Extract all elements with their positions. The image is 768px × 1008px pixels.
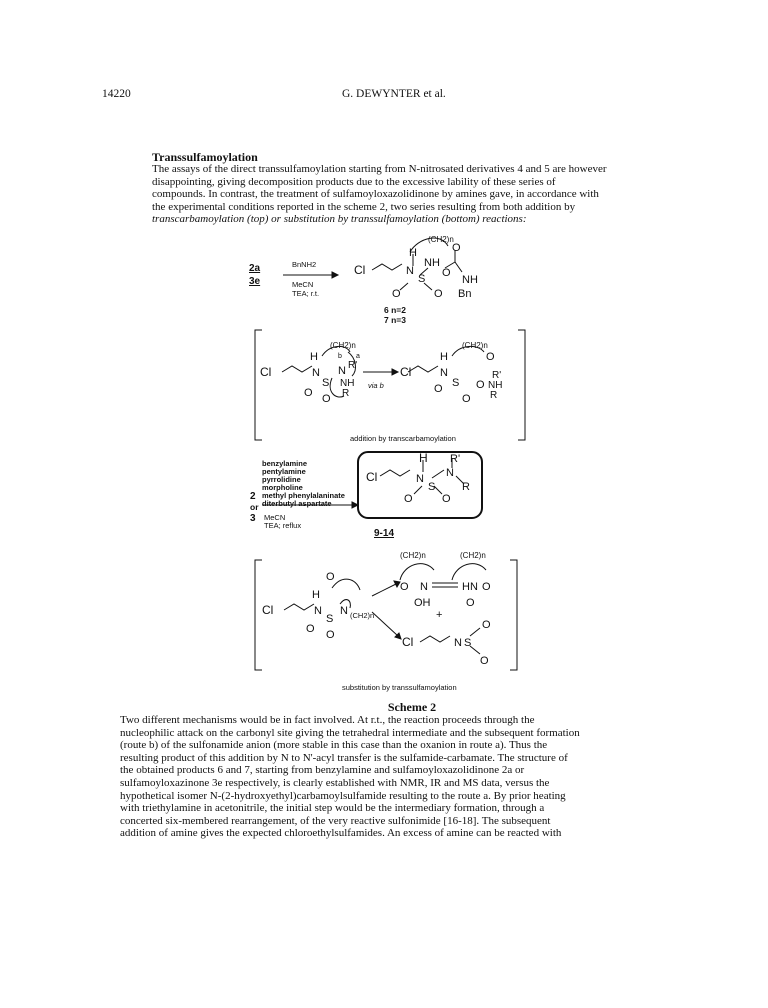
- atom-o: O: [404, 493, 413, 505]
- start-2: 2: [250, 491, 256, 502]
- scheme-title: Scheme 2: [387, 700, 437, 714]
- product-label-6: 6 n=2: [384, 305, 406, 315]
- atom-s: S: [322, 377, 330, 389]
- discussion-line: (route b) of the sulfonamide anion (more stable in this case than the oxanion in route a). Thus the: [120, 739, 548, 752]
- amine-item: pentylamine: [262, 467, 306, 476]
- atom-o: O: [392, 288, 401, 300]
- page-number: 14220: [102, 88, 131, 100]
- atom-o: O: [434, 383, 443, 395]
- atom-n: N: [338, 365, 346, 377]
- atom-n: N: [314, 605, 322, 617]
- atom-o: O: [304, 387, 313, 399]
- amine-item: morpholine: [262, 483, 303, 492]
- mech-bottom-arrow-down: [372, 612, 398, 636]
- atom-cl: Cl: [366, 470, 378, 484]
- section-title: Transsulfamoylation: [152, 150, 258, 164]
- atom-r: R: [490, 390, 498, 401]
- intro-line: The assays of the direct transsulfamoylation starting from N-nitrosated derivatives 4 and 5 are however: [152, 163, 607, 175]
- mech-bottom-arrow-up: [372, 584, 396, 596]
- atom-r: R: [342, 388, 350, 399]
- caption-transcarbamoylation: addition by transcarbamoylation: [350, 434, 456, 443]
- atom-o: O: [480, 655, 489, 667]
- atom-nh: NH: [488, 380, 503, 391]
- atom-r-prime: R': [492, 370, 502, 381]
- atom-ch2n: (CH2)n: [428, 235, 454, 244]
- atom-s: S: [428, 481, 436, 493]
- atom-n: N: [420, 581, 428, 593]
- atom-cl: Cl: [354, 263, 366, 277]
- atom-n: N: [440, 367, 448, 379]
- mech-top-arrowhead: [392, 369, 398, 375]
- plus-sign: +: [436, 609, 443, 621]
- mech-bottom-ring3: [452, 564, 486, 580]
- atom-n: N: [340, 605, 348, 617]
- atom-ch2n: (CH2)n: [462, 341, 488, 350]
- atom-s: S: [464, 637, 472, 649]
- atom-o: O: [452, 242, 461, 254]
- discussion-line: the obtained products 6 and 7, starting from benzylamine and sulfamoyloxazolidinone 2a or: [120, 764, 525, 777]
- atom-o: O: [482, 619, 491, 631]
- atom-r-prime: R': [450, 453, 461, 465]
- atom-bn: Bn: [458, 288, 472, 300]
- product67-nh-bond2: [455, 262, 462, 272]
- amine-item: diterbutyl aspartate: [262, 499, 332, 508]
- atom-n: N: [406, 265, 414, 277]
- start-3: 3: [250, 513, 256, 524]
- atom-s: S: [452, 377, 460, 389]
- mech-bottom-chain: [284, 604, 314, 610]
- atom-o: O: [476, 379, 485, 391]
- atom-r: R: [462, 481, 470, 493]
- amine-item: methyl phenylalaninate: [262, 491, 345, 500]
- atom-ch2n: (CH2)n: [400, 551, 426, 560]
- product-box-sn-bond: [432, 470, 444, 478]
- via-b-label: via b: [368, 381, 384, 390]
- atom-o: O: [482, 581, 491, 593]
- product-label-7: 7 n=3: [384, 315, 406, 325]
- product67-chain: [372, 264, 402, 270]
- discussion-line: sulfamoyloxazinone 3e respectively, is clearly established with NMR, IR and MS data, versus the: [120, 776, 550, 789]
- atom-cl: Cl: [400, 365, 412, 379]
- discussion-line: addition of amine gives the expected chloroethylsulfamides. An excess of amine can be reacted with: [120, 827, 562, 840]
- atom-o: O: [306, 623, 315, 635]
- atom-h: H: [312, 589, 320, 601]
- atom-o: O: [466, 597, 475, 609]
- sulfonimide-so-bond2: [470, 646, 480, 654]
- product-box-so-bond: [414, 486, 422, 494]
- sulfonimide-chain: [420, 636, 450, 642]
- atom-h: H: [310, 351, 318, 363]
- atom-o: O: [400, 581, 409, 593]
- mech-top-left-bracket: [255, 330, 262, 440]
- atom-h: H: [409, 247, 417, 259]
- discussion-line: resulting product of this addition by N to N'-acyl transfer is the sulfamide-carbamate. The structure of: [120, 751, 568, 764]
- product67-so-bond: [400, 283, 408, 290]
- intro-line: the experimental conditions reported in the scheme 2, two series resulting from both addition by: [152, 200, 576, 213]
- mech-bottom-right-bracket: [510, 560, 517, 670]
- conditions-mecn: MeCN: [264, 513, 286, 522]
- intro-line: compounds. In contrast, the treatment of sulfamoyloxazolidinone by amines gave, in accordance with: [152, 188, 599, 201]
- start-3e: 3e: [249, 276, 261, 287]
- reagent-mecn: MeCN: [292, 280, 314, 289]
- atom-r-prime: R': [348, 360, 358, 371]
- running-title: G. DEWYNTER et al.: [342, 88, 446, 100]
- atom-s: S: [418, 273, 426, 285]
- atom-h: H: [419, 451, 428, 465]
- atom-o: O: [486, 351, 495, 363]
- amine-item: pyrrolidine: [262, 475, 301, 484]
- caption-transsulfamoylation: substitution by transsulfamoylation: [342, 683, 457, 692]
- atom-n: N: [446, 467, 454, 479]
- discussion-paragraph: [120, 714, 652, 840]
- discussion-line: Two different mechanisms would be in fact involved. At r.t., the reaction proceeds through the: [120, 714, 535, 726]
- atom-cl: Cl: [402, 635, 414, 649]
- atom-s: S: [326, 613, 334, 625]
- reagent-bnnh2: BnNH2: [292, 260, 317, 269]
- start-2a: 2a: [249, 263, 261, 274]
- discussion-line: with triethylamine in acetonitrile, the initial step would be the intermediary formation, through a: [120, 802, 545, 815]
- atom-hn: HN: [462, 581, 478, 593]
- mech-top-chain-right: [408, 366, 438, 372]
- discussion-line: hypothetical isomer N-(2-hydroxyethyl)carbamoylsulfamide resulting to the route a. By prior heating: [120, 789, 566, 802]
- atom-n: N: [312, 367, 320, 379]
- atom-cl: Cl: [260, 365, 272, 379]
- atom-o: O: [462, 393, 471, 405]
- product-label-9-14: 9-14: [374, 528, 395, 539]
- mech-top-chain-left: [282, 366, 312, 372]
- atom-o: O: [442, 493, 451, 505]
- reaction1-arrowhead: [332, 272, 338, 278]
- atom-h: H: [440, 351, 448, 363]
- discussion-line: nucleophilic attack on the carbonyl site giving the tetrahedral intermediate and the subsequent formation: [120, 726, 580, 739]
- atom-nh: NH: [424, 257, 440, 269]
- mech-bottom-left-bracket: [255, 560, 262, 670]
- conditions-tea-reflux: TEA; reflux: [264, 521, 302, 530]
- intro-line: transcarbamoylation (top) or substitution by transsulfamoylation (bottom) reactions:: [152, 213, 527, 226]
- intro-line: disappointing, giving decomposition products due to the excessive lability of these series of: [152, 175, 556, 188]
- sulfonimide-so-bond: [470, 628, 480, 636]
- label-or: or: [250, 502, 259, 512]
- mech-bottom-ring2: [400, 564, 434, 580]
- atom-ch2n: (CH2)n: [330, 341, 356, 350]
- amine-item: benzylamine: [262, 459, 308, 468]
- atom-n: N: [454, 637, 462, 649]
- atom-o: O: [442, 267, 451, 279]
- mech-top-right-bracket: [518, 330, 525, 440]
- atom-nh: NH: [462, 274, 478, 286]
- mech-bottom-ring: [332, 579, 360, 590]
- atom-ch2n: (CH2)n: [350, 611, 375, 620]
- atom-cl: Cl: [262, 603, 274, 617]
- product-box-chain: [380, 470, 410, 476]
- atom-o: O: [434, 288, 443, 300]
- atom-nh: NH: [340, 378, 355, 389]
- atom-n: N: [416, 473, 424, 485]
- atom-oh: OH: [414, 597, 431, 609]
- atom-o: O: [322, 393, 331, 405]
- atom-o: O: [326, 629, 335, 641]
- reagent-tea: TEA; r.t.: [292, 289, 320, 298]
- discussion-line: concerted six-membered rearrangement, of the very reactive sulfonimide [16-18]. The subsequent: [120, 814, 551, 827]
- atom-o: O: [326, 571, 335, 583]
- label-a: a: [356, 353, 360, 360]
- atom-ch2n: (CH2)n: [460, 551, 486, 560]
- label-b: b: [338, 353, 342, 360]
